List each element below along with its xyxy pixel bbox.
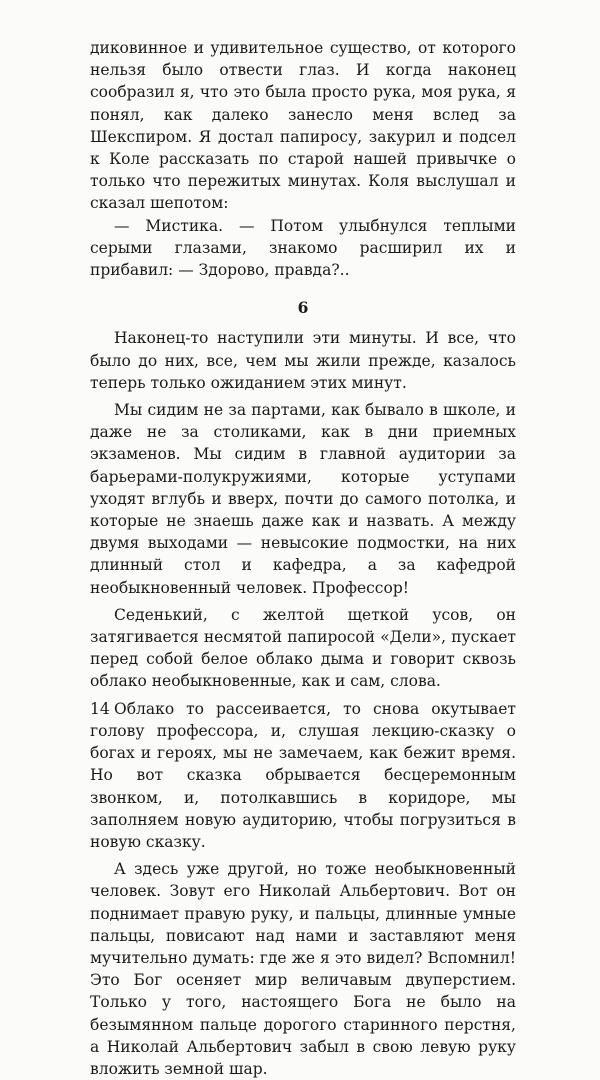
paragraph: Седенький, с желтой щеткой усов, он затягивается несмятой папиросой «Дели», пускает перед собой белое облако дыма и говорит сквозь облако необыкновенные, как и сам, слова. [90, 605, 516, 691]
chapter-number: 6 [297, 298, 309, 318]
paragraph: Облако то рассеивается, то снова окутывает голову профессора, и, слушая лекцию-сказку о богах и героях, мы не замечаем, как бежит время. Но вот сказка обрывается бесцеремонным звонком, и, потолкавшись в коридоре, мы заполняем новую аудиторию, чтобы погрузиться в новую сказку. [90, 699, 516, 851]
text-block [90, 37, 516, 1080]
paragraph: Наконец-то наступили эти минуты. И все, что было до них, все, чем мы жили прежде, казалось теперь только ожиданием этих минут. [90, 329, 516, 392]
paragraph-continued: диковинное и удивительное существо, от которого нельзя было отвести глаз. И когда наконец сообразил я, что это была просто рука, моя рука, я понял, как далеко занесло меня вслед за Шекспиром. Я достал папиросу, закурил и подсел к Коле рассказать по старой нашей привычке о только что пережитых минутах. Коля выслушал и сказал шепотом: [90, 39, 516, 213]
paragraph: Мы сидим не за партами, как бывало в школе, и даже не за столиками, как в дни приемных экзаменов. Мы сидим в главной аудитории за барьерами-полукружиями, которые уступами уходят вглубь и вверх, почти до самого потолка, и которые не знаешь даже как и назвать. А между двумя выходами — невысокие подмостки, на них длинный стол и кафедра, а за кафедрой необыкновенный человек. Профессор! [90, 401, 516, 597]
page-number: 14 [90, 700, 110, 718]
paragraph-dialogue: — Мистика. — Потом улыбнулся теплыми серыми глазами, знакомо расширил их и прибавил: — Здорово, правда?.. [90, 216, 516, 280]
paragraph: А здесь уже другой, но тоже необыкновенный человек. Зовут его Николай Альбертович. Вот он поднимает правую руку, и пальцы, длинные умные пальцы, повисают над нами и заставляют меня мучительно думать: где же я это видел? Вспомнил! Это Бог осеняет мир величавым двуперстием. Только у того, настоящего Бога не было на безымянном пальце дорогого старинного перстня, а Николай Альбертович забыл в свою левую руку вложить земной шар. [90, 860, 516, 1078]
